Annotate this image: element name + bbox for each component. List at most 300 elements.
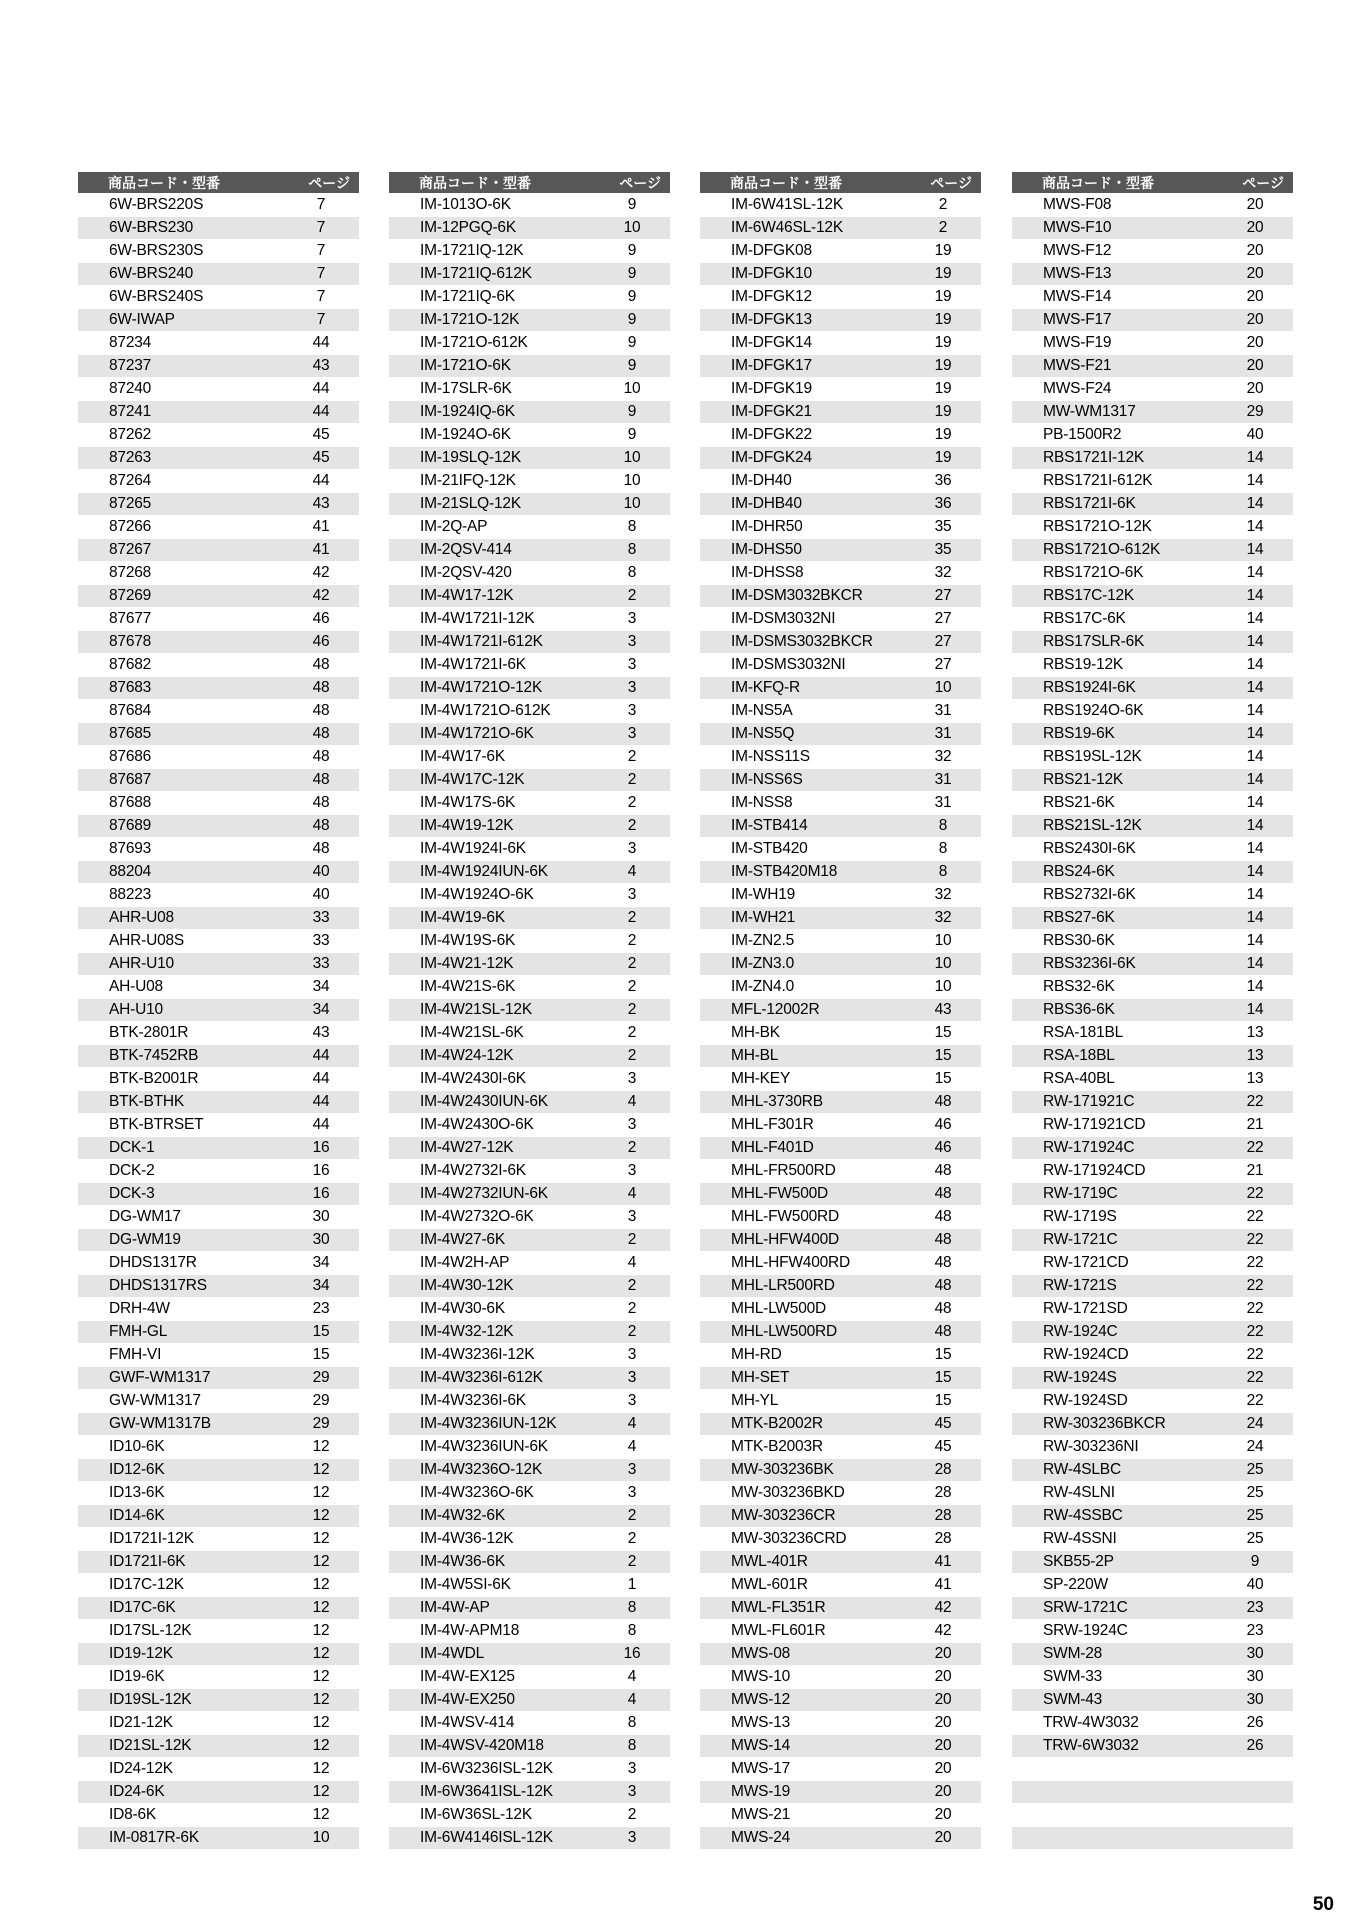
page-ref: 12 — [312, 1461, 330, 1478]
table-row — [78, 1528, 359, 1550]
page-ref: 30 — [312, 1231, 330, 1248]
index-column-2 — [389, 172, 670, 1850]
product-code: ID24-12K — [109, 1760, 173, 1777]
page-ref: 7 — [316, 311, 326, 328]
product-code: 87682 — [109, 656, 152, 673]
product-code: RBS1721I-6K — [1043, 495, 1136, 512]
table-row — [1012, 378, 1293, 400]
table-row — [389, 332, 670, 354]
page-ref: 48 — [934, 1277, 952, 1294]
page-ref: 14 — [1246, 518, 1264, 535]
table-row — [700, 1505, 981, 1527]
index-column-3 — [700, 172, 981, 1850]
table-row — [78, 1574, 359, 1596]
table-row — [700, 1183, 981, 1205]
table-row — [78, 539, 359, 561]
product-code: AH-U08 — [109, 978, 163, 995]
product-code: DHDS1317R — [109, 1254, 197, 1271]
page-ref: 3 — [627, 1208, 637, 1225]
page-ref: 22 — [1246, 1254, 1264, 1271]
product-code: IM-4W1721O-12K — [420, 679, 543, 696]
page-ref: 16 — [312, 1185, 330, 1202]
table-row — [1012, 1206, 1293, 1228]
product-code: ID1721I-12K — [109, 1530, 194, 1547]
page-ref: 20 — [934, 1829, 952, 1846]
product-code: IM-4W2732IUN-6K — [420, 1185, 548, 1202]
product-code: IM-4W27-12K — [420, 1139, 514, 1156]
table-row — [700, 1459, 981, 1481]
product-code: IM-DFGK13 — [731, 311, 812, 328]
page-ref: 41 — [934, 1576, 952, 1593]
table-row — [78, 1597, 359, 1619]
table-row — [389, 1137, 670, 1159]
column-header — [78, 172, 359, 193]
page-ref: 9 — [627, 311, 637, 328]
page-ref: 43 — [312, 1024, 330, 1041]
table-row — [78, 1367, 359, 1389]
page-ref: 21 — [1246, 1116, 1264, 1133]
page-ref: 14 — [1246, 725, 1264, 742]
code-header-label: 商品コード・型番 — [419, 174, 531, 191]
table-row — [700, 470, 981, 492]
page-ref: 8 — [627, 1622, 637, 1639]
product-code: IM-STB414 — [731, 817, 808, 834]
page-ref: 22 — [1246, 1208, 1264, 1225]
product-code: ID10-6K — [109, 1438, 165, 1455]
table-row — [389, 1689, 670, 1711]
product-code: MH-YL — [731, 1392, 779, 1409]
page-ref: 32 — [934, 748, 952, 765]
product-code: MH-BL — [731, 1047, 779, 1064]
product-code: RW-171921C — [1043, 1093, 1135, 1110]
product-code: RW-1719C — [1043, 1185, 1118, 1202]
page-ref: 2 — [627, 1277, 637, 1294]
page-ref: 27 — [934, 633, 952, 650]
product-code: IM-4W-AP — [420, 1599, 490, 1616]
table-row — [1012, 1712, 1293, 1734]
page-ref: 3 — [627, 725, 637, 742]
product-code: IM-4W21S-6K — [420, 978, 516, 995]
page-ref: 12 — [312, 1553, 330, 1570]
product-code: RBS27-6K — [1043, 909, 1115, 926]
table-row — [389, 378, 670, 400]
table-row — [700, 1666, 981, 1688]
page-ref: 12 — [312, 1737, 330, 1754]
page-ref: 46 — [312, 610, 330, 627]
page-ref: 14 — [1246, 817, 1264, 834]
product-code: IM-NS5A — [731, 702, 793, 719]
product-code: MH-KEY — [731, 1070, 791, 1087]
table-row — [389, 447, 670, 469]
product-code: IM-1721O-6K — [420, 357, 511, 374]
page-ref: 2 — [627, 932, 637, 949]
page-ref: 46 — [934, 1116, 952, 1133]
product-code: RW-171924C — [1043, 1139, 1135, 1156]
product-code: IM-DFGK21 — [731, 403, 812, 420]
page-ref: 20 — [934, 1760, 952, 1777]
page-ref: 15 — [934, 1392, 952, 1409]
product-code: RBS32-6K — [1043, 978, 1115, 995]
table-row — [700, 631, 981, 653]
page-ref: 22 — [1246, 1277, 1264, 1294]
product-code: IM-ZN4.0 — [731, 978, 794, 995]
table-row — [78, 447, 359, 469]
product-code: RBS19-12K — [1043, 656, 1124, 673]
table-row — [700, 1712, 981, 1734]
table-row — [700, 1275, 981, 1297]
product-code: RBS21SL-12K — [1043, 817, 1142, 834]
product-code: IM-21SLQ-12K — [420, 495, 521, 512]
page-ref: 29 — [312, 1415, 330, 1432]
table-row — [78, 1620, 359, 1642]
product-code: RBS24-6K — [1043, 863, 1115, 880]
product-code: 87683 — [109, 679, 152, 696]
table-row — [1012, 654, 1293, 676]
table-row — [1012, 585, 1293, 607]
product-code: IM-0817R-6K — [109, 1829, 199, 1846]
table-row — [389, 424, 670, 446]
product-code: RBS1924O-6K — [1043, 702, 1144, 719]
column-header — [389, 172, 670, 193]
table-row — [700, 539, 981, 561]
product-code: ID8-6K — [109, 1806, 157, 1823]
table-row — [1012, 815, 1293, 837]
index-column-4 — [1012, 172, 1293, 1850]
product-code: IM-4W30-12K — [420, 1277, 514, 1294]
table-row — [78, 1022, 359, 1044]
page-ref: 27 — [934, 656, 952, 673]
product-code: RBS30-6K — [1043, 932, 1115, 949]
page-ref: 10 — [623, 219, 641, 236]
product-code: MWS-F10 — [1043, 219, 1112, 236]
page-ref: 44 — [312, 472, 330, 489]
table-row — [389, 861, 670, 883]
page-ref: 48 — [934, 1162, 952, 1179]
product-code: 87241 — [109, 403, 152, 420]
index-column-1 — [78, 172, 359, 1850]
page-ref: 14 — [1246, 909, 1264, 926]
product-code: ID13-6K — [109, 1484, 165, 1501]
product-code: IM-4W2430I-6K — [420, 1070, 526, 1087]
page-ref: 29 — [1246, 403, 1264, 420]
page-ref: 2 — [627, 1806, 637, 1823]
product-code: IM-WH19 — [731, 886, 796, 903]
page-ref: 3 — [627, 1783, 637, 1800]
table-row — [389, 470, 670, 492]
product-code: DCK-3 — [109, 1185, 155, 1202]
product-code: RBS2732I-6K — [1043, 886, 1136, 903]
table-row — [78, 838, 359, 860]
product-code: 6W-BRS240S — [109, 288, 204, 305]
page-ref: 48 — [312, 771, 330, 788]
table-row — [78, 1666, 359, 1688]
page-ref: 25 — [1246, 1461, 1264, 1478]
page-ref: 26 — [1246, 1714, 1264, 1731]
product-code: IM-DHS50 — [731, 541, 802, 558]
page-ref: 48 — [312, 679, 330, 696]
page-ref: 3 — [627, 656, 637, 673]
product-code: SP-220W — [1043, 1576, 1108, 1593]
page-ref: 14 — [1246, 610, 1264, 627]
page-ref: 15 — [934, 1369, 952, 1386]
page-ref: 31 — [934, 794, 952, 811]
page-ref: 46 — [934, 1139, 952, 1156]
page-ref: 8 — [627, 518, 637, 535]
table-row — [78, 585, 359, 607]
page-ref: 14 — [1246, 978, 1264, 995]
product-code: IM-6W3236ISL-12K — [420, 1760, 553, 1777]
page-ref: 12 — [312, 1645, 330, 1662]
table-row — [700, 355, 981, 377]
table-row — [389, 1367, 670, 1389]
table-row — [700, 976, 981, 998]
page-ref: 22 — [1246, 1392, 1264, 1409]
table-row — [389, 217, 670, 239]
product-code: MFL-12002R — [731, 1001, 820, 1018]
table-row — [78, 723, 359, 745]
table-row — [78, 263, 359, 285]
page-ref: 48 — [312, 656, 330, 673]
table-row — [78, 1114, 359, 1136]
product-code: IM-DFGK12 — [731, 288, 812, 305]
page-ref: 14 — [1246, 955, 1264, 972]
product-code: IM-NSS11S — [731, 748, 810, 765]
page-ref: 3 — [627, 610, 637, 627]
product-code: IM-4W-EX125 — [420, 1668, 515, 1685]
product-code: RBS17C-6K — [1043, 610, 1126, 627]
table-row — [389, 746, 670, 768]
table-row — [78, 769, 359, 791]
table-row — [389, 240, 670, 262]
table-row — [1012, 723, 1293, 745]
page-ref: 12 — [312, 1691, 330, 1708]
page-ref: 12 — [312, 1714, 330, 1731]
table-row — [700, 1160, 981, 1182]
table-row — [1012, 838, 1293, 860]
page-ref: 23 — [312, 1300, 330, 1317]
product-code: RW-4SSBC — [1043, 1507, 1123, 1524]
page-ref: 19 — [934, 265, 952, 282]
product-code: IM-6W3641ISL-12K — [420, 1783, 553, 1800]
product-code: RBS19-6K — [1043, 725, 1115, 742]
page-ref: 7 — [316, 196, 326, 213]
table-row — [1012, 1643, 1293, 1665]
table-row — [1012, 424, 1293, 446]
table-row — [78, 286, 359, 308]
table-row — [1012, 1091, 1293, 1113]
page-ref: 8 — [938, 863, 948, 880]
product-code: IM-4W36-12K — [420, 1530, 514, 1547]
table-row — [1012, 332, 1293, 354]
table-row — [1012, 1344, 1293, 1366]
table-row — [1012, 1298, 1293, 1320]
product-code: MWS-12 — [731, 1691, 791, 1708]
product-code: DG-WM17 — [109, 1208, 181, 1225]
page-ref: 7 — [316, 288, 326, 305]
product-code: IM-DFGK14 — [731, 334, 812, 351]
table-row — [1012, 700, 1293, 722]
product-code: ID19SL-12K — [109, 1691, 192, 1708]
product-code: ID21SL-12K — [109, 1737, 192, 1754]
page-ref: 14 — [1246, 886, 1264, 903]
product-code: RW-1721S — [1043, 1277, 1117, 1294]
table-row — [700, 1413, 981, 1435]
page-ref: 14 — [1246, 449, 1264, 466]
product-code: 6W-BRS230 — [109, 219, 194, 236]
product-code: IM-DFGK22 — [731, 426, 812, 443]
product-code: IM-DFGK17 — [731, 357, 812, 374]
product-code: IM-4W5SI-6K — [420, 1576, 511, 1593]
page-ref: 42 — [934, 1599, 952, 1616]
table-row — [78, 217, 359, 239]
page-ref: 33 — [312, 909, 330, 926]
page-ref: 43 — [312, 357, 330, 374]
table-row — [78, 953, 359, 975]
table-row — [389, 516, 670, 538]
page-ref: 40 — [312, 863, 330, 880]
product-code: MHL-HFW400RD — [731, 1254, 851, 1271]
product-code: IM-4W1721I-12K — [420, 610, 535, 627]
table-row — [1012, 769, 1293, 791]
table-row — [1012, 1183, 1293, 1205]
page-ref: 2 — [627, 978, 637, 995]
product-code: RSA-18BL — [1043, 1047, 1115, 1064]
product-code: 6W-BRS230S — [109, 242, 204, 259]
table-row — [389, 1482, 670, 1504]
page-ref: 9 — [627, 403, 637, 420]
page-ref: 48 — [934, 1300, 952, 1317]
page-ref: 3 — [627, 1369, 637, 1386]
product-code: IM-4WSV-420M18 — [420, 1737, 544, 1754]
table-row — [389, 309, 670, 331]
product-code: MHL-F301R — [731, 1116, 814, 1133]
page-ref: 14 — [1246, 472, 1264, 489]
table-row — [700, 194, 981, 216]
page-ref: 7 — [316, 265, 326, 282]
product-code: 87237 — [109, 357, 152, 374]
page-ref: 3 — [627, 1070, 637, 1087]
product-code: IM-21IFQ-12K — [420, 472, 516, 489]
page-ref: 32 — [934, 564, 952, 581]
product-code: MW-303236CR — [731, 1507, 836, 1524]
product-code: IM-4W21SL-6K — [420, 1024, 524, 1041]
product-code: MHL-FW500RD — [731, 1208, 840, 1225]
page-ref: 8 — [627, 1737, 637, 1754]
table-row — [389, 401, 670, 423]
product-code: SWM-28 — [1043, 1645, 1103, 1662]
table-row — [700, 309, 981, 331]
table-row — [78, 1344, 359, 1366]
page-ref: 34 — [312, 1277, 330, 1294]
table-row — [78, 792, 359, 814]
table-row — [1012, 217, 1293, 239]
page-ref: 15 — [312, 1323, 330, 1340]
table-row — [389, 286, 670, 308]
table-row — [78, 1643, 359, 1665]
table-row — [389, 355, 670, 377]
table-row — [700, 1321, 981, 1343]
product-code: 87265 — [109, 495, 152, 512]
page-ref: 45 — [934, 1438, 952, 1455]
product-code: MWS-19 — [731, 1783, 791, 1800]
table-row — [700, 332, 981, 354]
table-row — [389, 1275, 670, 1297]
product-code: IM-1721IQ-6K — [420, 288, 515, 305]
page-ref: 14 — [1246, 932, 1264, 949]
page-ref: 14 — [1246, 794, 1264, 811]
table-row — [78, 1505, 359, 1527]
table-row — [389, 1666, 670, 1688]
product-code: 87677 — [109, 610, 152, 627]
product-code: IM-DFGK08 — [731, 242, 812, 259]
page-ref: 15 — [934, 1070, 952, 1087]
table-row — [78, 332, 359, 354]
table-row — [78, 1413, 359, 1435]
page-ref: 2 — [627, 909, 637, 926]
table-row — [700, 585, 981, 607]
product-code: SWM-33 — [1043, 1668, 1103, 1685]
table-row — [1012, 1827, 1293, 1849]
product-code: IM-4W21-12K — [420, 955, 514, 972]
page-ref: 20 — [934, 1737, 952, 1754]
page-ref: 16 — [312, 1139, 330, 1156]
product-code: 87688 — [109, 794, 152, 811]
page-ref: 25 — [1246, 1530, 1264, 1547]
page-ref: 3 — [627, 1162, 637, 1179]
page-ref: 40 — [312, 886, 330, 903]
product-code: GW-WM1317B — [109, 1415, 211, 1432]
table-row — [1012, 1160, 1293, 1182]
page-ref: 20 — [1246, 219, 1264, 236]
table-row — [1012, 1413, 1293, 1435]
page-ref: 24 — [1246, 1438, 1264, 1455]
page-ref: 20 — [1246, 380, 1264, 397]
table-row — [1012, 746, 1293, 768]
table-row — [389, 815, 670, 837]
table-row — [78, 1804, 359, 1826]
table-row — [389, 769, 670, 791]
product-code: ID17C-6K — [109, 1599, 176, 1616]
product-code: MH-BK — [731, 1024, 780, 1041]
page-ref: 28 — [934, 1484, 952, 1501]
table-row — [78, 631, 359, 653]
product-code: MHL-LR500RD — [731, 1277, 835, 1294]
table-row — [700, 1689, 981, 1711]
table-row — [78, 608, 359, 630]
product-code: IM-4W-EX250 — [420, 1691, 515, 1708]
table-row — [389, 792, 670, 814]
table-row — [389, 1735, 670, 1757]
product-code: BTK-BTRSET — [109, 1116, 204, 1133]
page-ref: 40 — [1246, 426, 1264, 443]
table-row — [1012, 1505, 1293, 1527]
table-row — [700, 861, 981, 883]
table-row — [1012, 401, 1293, 423]
page-ref: 44 — [312, 403, 330, 420]
table-row — [1012, 447, 1293, 469]
page-ref: 12 — [312, 1507, 330, 1524]
table-row — [700, 1735, 981, 1757]
page-ref: 30 — [1246, 1691, 1264, 1708]
page-ref: 2 — [627, 1530, 637, 1547]
table-row — [389, 1068, 670, 1090]
product-code: IM-4W17S-6K — [420, 794, 516, 811]
page-ref: 48 — [312, 702, 330, 719]
table-row — [78, 976, 359, 998]
page-ref: 2 — [627, 1553, 637, 1570]
page-ref: 21 — [1246, 1162, 1264, 1179]
table-row — [700, 677, 981, 699]
